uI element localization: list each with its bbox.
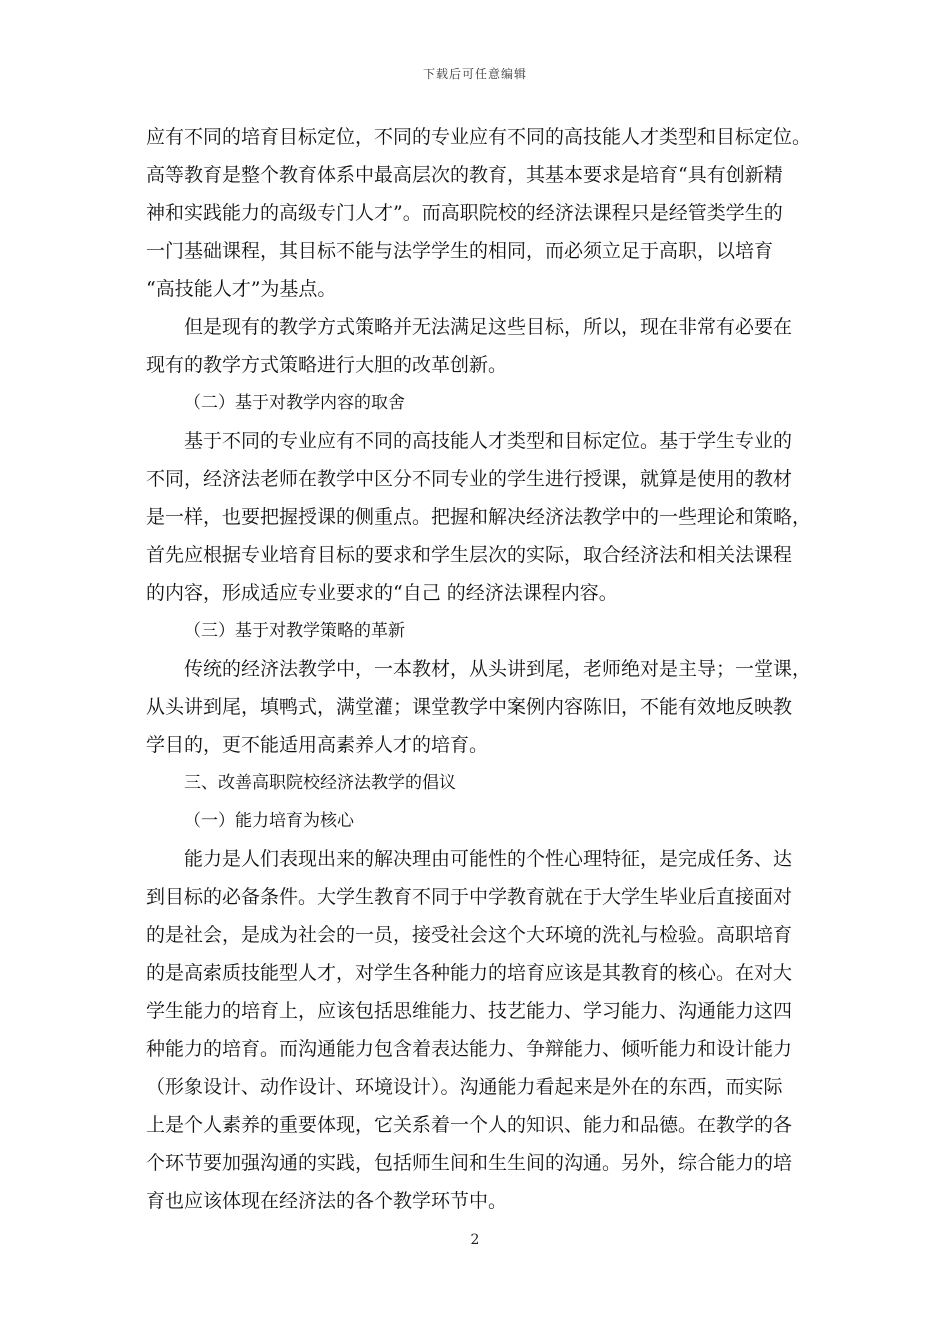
body-line: 首先应根据专业培育目标的要求和学生层次的实际，取合经济法和相关法课程 [146, 544, 793, 566]
body-line: 到目标的必备条件。大学生教育不同于中学教育就在于大学生毕业后直接面对 [146, 886, 793, 908]
document-body [146, 118, 812, 1220]
paragraph-first-line: 能力是人们表现出来的解决理由可能性的个性心理特征，是完成任务、达 [184, 848, 793, 870]
body-line: 种能力的培育。而沟通能力包含着表达能力、争辩能力、倾听能力和设计能力 [146, 1038, 793, 1060]
body-line: 从头讲到尾，填鸭式，满堂灌；课堂教学中案例内容陈旧，不能有效地反映教 [146, 696, 793, 718]
page-number: 2 [470, 1232, 480, 1248]
paragraph-first-line: 但是现有的教学方式策略并无法满足这些目标，所以，现在非常有必要在 [184, 316, 793, 338]
body-line: 的是高索质技能型人才，对学生各种能力的培育应该是其教育的核心。在对大 [146, 962, 793, 984]
body-line: 不同，经济法老师在教学中区分不同专业的学生进行授课，就算是使用的教材 [146, 468, 793, 490]
section-heading: （一）能力培育为核心 [184, 811, 354, 831]
body-line: 学目的，更不能适用高素养人才的培育。 [146, 734, 489, 756]
page-header: 下载后可任意编辑 [422, 67, 527, 81]
body-line: 应有不同的培育目标定位，不同的专业应有不同的高技能人才类型和目标定位。 [146, 126, 812, 148]
body-line: 个环节要加强沟通的实践，包括师生间和生生间的沟通。另外，综合能力的培 [146, 1152, 793, 1174]
body-line: 一门基础课程，其目标不能与法学学生的相同，而必须立足于高职，以培育 [146, 240, 774, 262]
chapter-heading: 三、改善高职院校经济法教学的倡议 [184, 773, 456, 793]
body-line: 学生能力的培育上，应该包括思维能力、技艺能力、学习能力、沟通能力这四 [146, 1000, 793, 1022]
paragraph-first-line: 基于不同的专业应有不同的高技能人才类型和目标定位。基于学生专业的 [184, 430, 793, 452]
paragraph-first-line: 传统的经济法教学中，一本教材，从头讲到尾，老师绝对是主导；一堂课， [184, 658, 812, 680]
body-line: 高等教育是整个教育体系中最高层次的教育，其基本要求是培育“具有创新精 [146, 164, 783, 186]
body-line: “高技能人才”为基点。 [146, 278, 337, 300]
body-line: 育也应该体现在经济法的各个教学环节中。 [146, 1190, 508, 1212]
body-line: 是一样，也要把握授课的侧重点。把握和解决经济法教学中的一些理论和策略， [146, 506, 812, 528]
body-line: 神和实践能力的高级专门人才”。而高职院校的经济法课程只是经管类学生的 [146, 202, 783, 224]
body-line: 的是社会，是成为社会的一员，接受社会这个大环境的洗礼与检验。高职培育 [146, 924, 793, 946]
section-heading: （三）基于对教学策略的革新 [184, 621, 405, 641]
body-line: 现有的教学方式策略进行大胆的改革创新。 [146, 354, 508, 376]
body-line: 的内容，形成适应专业要求的“自己 的经济法课程内容。 [146, 582, 618, 604]
section-heading: （二）基于对教学内容的取舍 [184, 393, 405, 413]
body-line: 上是个人素养的重要体现，它关系着一个人的知识、能力和品德。在教学的各 [146, 1114, 793, 1136]
body-line: （形象设计、动作设计、环境设计）。沟通能力看起来是外在的东西，而实际 [146, 1076, 783, 1098]
